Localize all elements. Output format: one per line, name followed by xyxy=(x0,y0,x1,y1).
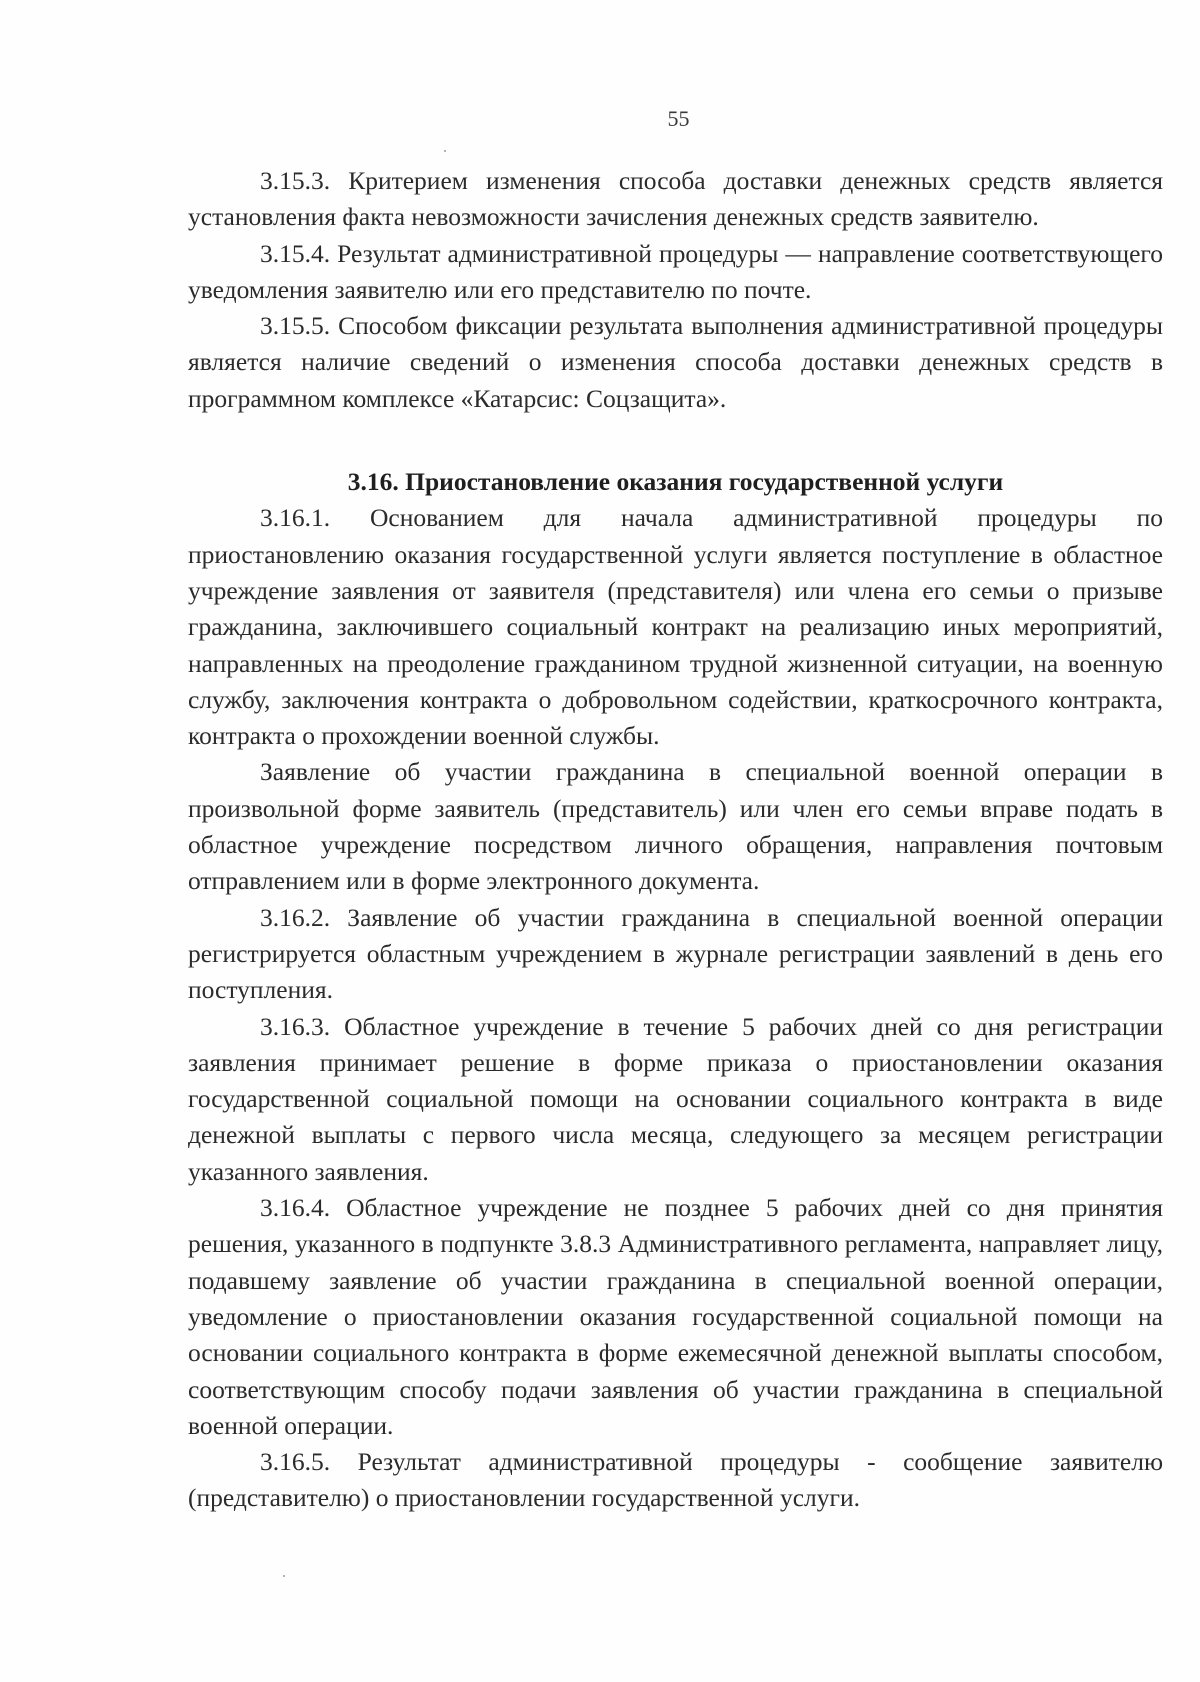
paragraph-3-16-3: 3.16.3. Областное учреждение в течение 5 рабочих дней со дня регистрации заявления принимает решение в форме приказа о приостановлении оказания государственной социальной помощи на основании социального контракта в виде денежной выплаты с первого числа месяца, следующего за месяцем регистрации указанного заявления. xyxy=(188,1011,1163,1186)
paragraph-application-form: Заявление об участии гражданина в специальной военной операции в произвольной форме заявитель (представитель) или член его семьи вправе подать в областное учреждение посредством личного обращения, направления почтовым отправлением или в форме электронного документа. xyxy=(188,757,1163,896)
section-heading-3-16: 3.16. Приостановление оказания государственной услуги xyxy=(347,467,1004,497)
page-number: 55 xyxy=(667,106,690,131)
document-body xyxy=(188,163,1163,1517)
scan-speck xyxy=(283,1575,285,1577)
paragraph-3-15-5: 3.15.5. Способом фиксации результата выполнения административной процедуры является наличие сведений о изменения способа доставки денежных средств в программном комплексе «Катарсис: Соцзащита». xyxy=(188,311,1163,413)
scan-speck xyxy=(444,150,446,152)
paragraph-3-15-4: 3.15.4. Результат административной процедуры — направление соответствующего уведомления заявителю или его представителю по почте. xyxy=(188,238,1163,304)
paragraph-3-16-2: 3.16.2. Заявление об участии гражданина в специальной военной операции регистрируется областным учреждением в журнале регистрации заявлений в день его поступления. xyxy=(188,902,1163,1005)
paragraph-3-16-1: 3.16.1. Основанием для начала административной процедуры по приостановлению оказания государственной услуги является поступление в областное учреждение заявления от заявителя (представителя) или члена его семьи о призыве гражданина, заключившего социальный контракт на реализацию иных мероприятий, направленных на преодоление гражданином трудной жизненной ситуации, на военную службу, заключения контракта о добровольном содействии, краткосрочного контракта, контракта о прохождении военной службы. xyxy=(188,503,1163,751)
paragraph-3-16-5: 3.16.5. Результат административной процедуры - сообщение заявителю (представителю) о приостановлении государственной услуги. xyxy=(188,1447,1163,1513)
paragraph-3-15-3: 3.15.3. Критерием изменения способа доставки денежных средств является установления факта невозможности зачисления денежных средств заявителю. xyxy=(188,166,1163,232)
paragraph-3-16-4: 3.16.4. Областное учреждение не позднее 5 рабочих дней со дня принятия решения, указанного в подпункте 3.8.3 Административного регламента, направляет лицу, подавшему заявление об участии гражданина в специальной военной операции, уведомление о приостановлении оказания государственной социальной помощи на основании социального контракта в форме ежемесячной денежной выплаты способом, соответствующим способу подачи заявления об участии гражданина в специальной военной операции. xyxy=(188,1193,1163,1440)
